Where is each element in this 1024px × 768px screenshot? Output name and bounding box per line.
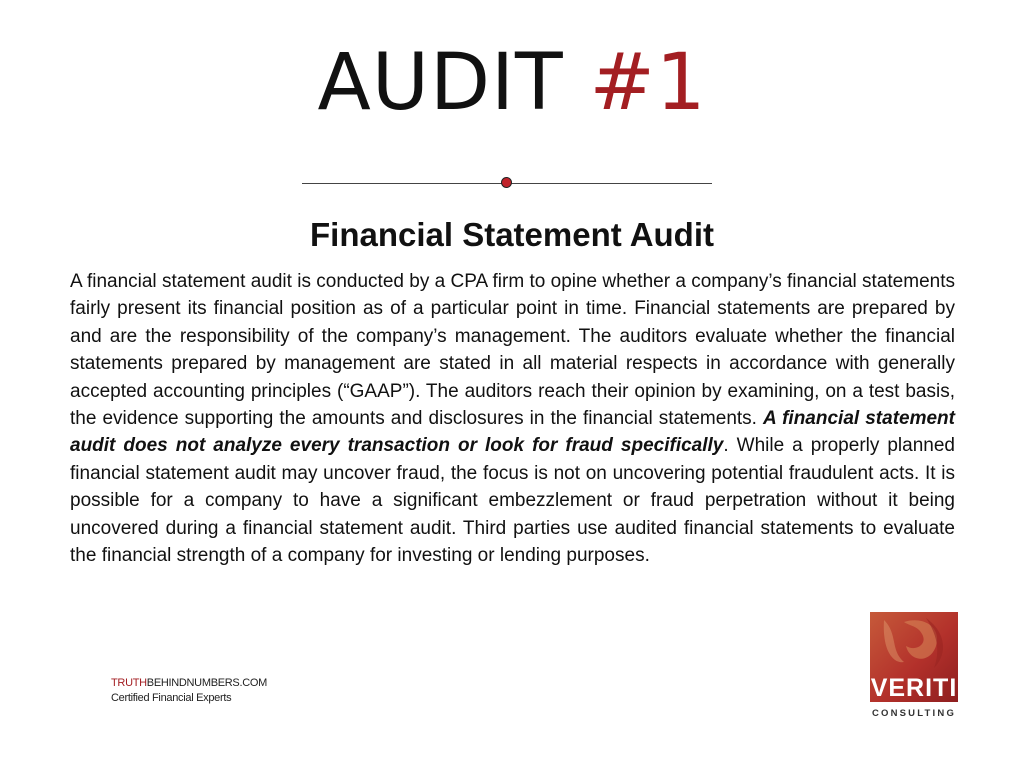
veriti-logo: [864, 612, 964, 720]
slide-subtitle: Financial Statement Audit: [310, 216, 714, 253]
body-text-part-1: A financial statement audit is conducted by a CPA firm to opine whether a company’s financial statements fairly present its financial position as of a particular point in time. Financial statements are prepared by and are the responsibility of the company’s management. The auditors evaluate whether the financial statements prepared by management are stated in all material respects in accordance with generally accepted accounting principles (“GAAP”). The auditors reach their opinion by examining, on a test basis, the evidence supporting the amounts and disclosures in the financial statements.: [70, 271, 955, 430]
slide-title: [0, 38, 1024, 128]
title-main: AUDIT: [317, 38, 590, 128]
divider-dot-icon: [501, 177, 512, 188]
footer-site-truth: TRUTH: [111, 677, 147, 689]
body-text-part-2: . While a properly planned financial statement audit may uncover fraud, the focus is not on uncovering potential fraudulent acts. It is possible for a company to have a significant embezzlement or fraud perpetration without it being uncovered during a financial statement audit. Third parties use audited financial statements to evaluate the financial strength of a company for investing or lending purposes.: [70, 435, 955, 567]
title-number: #1: [589, 38, 707, 128]
footer-site: [111, 676, 267, 691]
logo-sub: CONSULTING: [871, 708, 957, 719]
footer: [111, 676, 267, 706]
footer-site-rest: BEHINDNUMBERS.COM: [146, 677, 267, 689]
body-emphasis: A financial statement audit does not analyze every transaction or look for fraud specifically: [70, 408, 955, 457]
footer-tagline: Certified Financial Experts: [111, 692, 232, 704]
body-paragraph: [70, 268, 955, 569]
logo-name: VERITI: [870, 674, 958, 702]
